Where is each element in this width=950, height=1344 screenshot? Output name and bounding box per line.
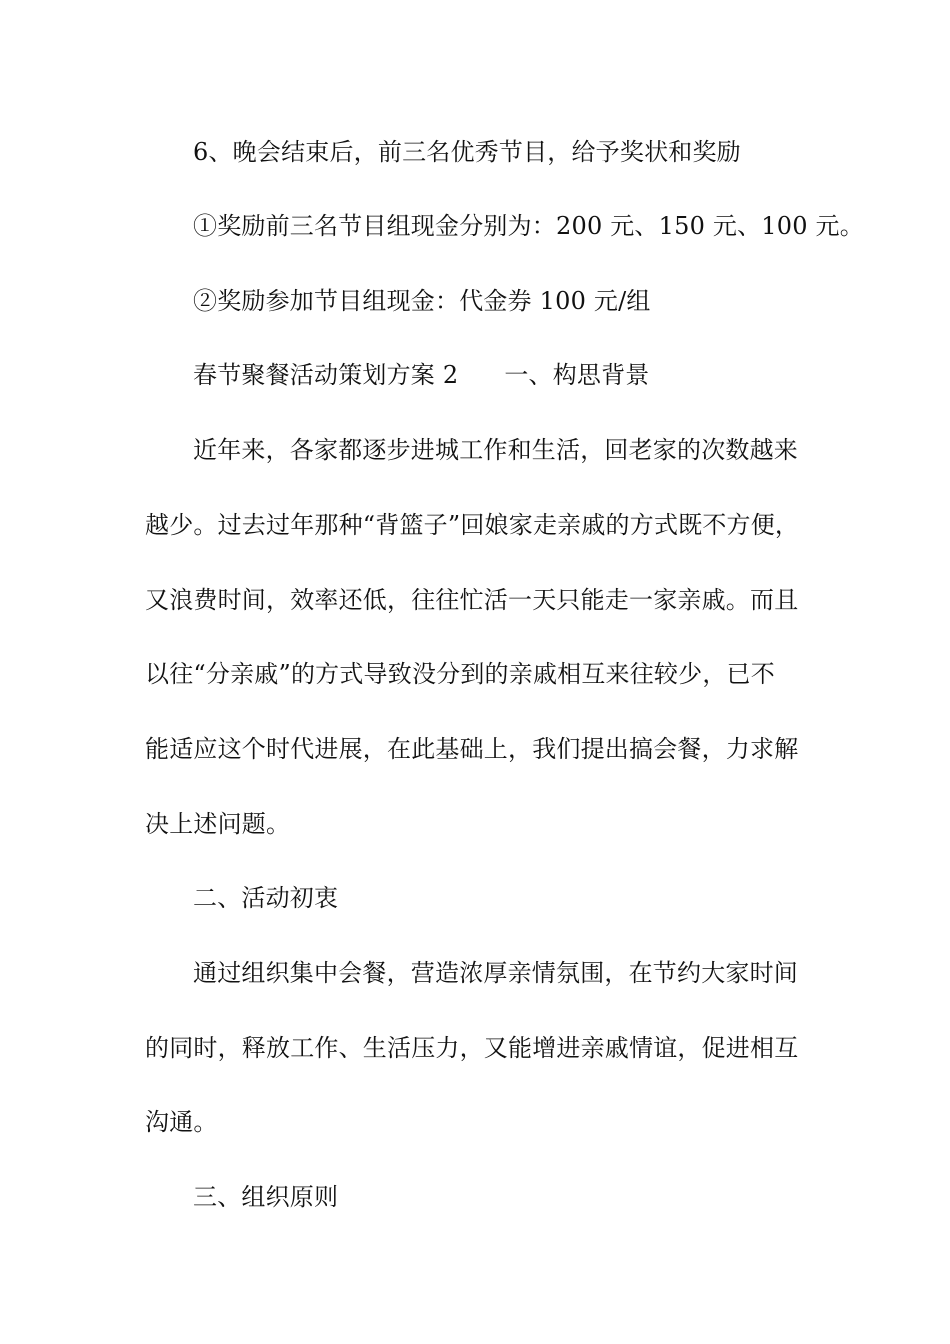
paragraph-line: 能适应这个时代进展，在此基础上，我们提出搞会餐，力求解 <box>145 735 799 763</box>
paragraph-line: 以往“分亲戚”的方式导致没分到的亲戚相互来往较少，已不 <box>145 660 775 688</box>
paragraph-award-voucher: ②奖励参加节目组现金：代金券 100 元/组 <box>193 287 651 315</box>
paragraph-award-cash: ①奖励前三名节目组现金分别为：200 元、150 元、100 元。 <box>193 212 864 240</box>
plan-title: 春节聚餐活动策划方案 2 <box>193 361 459 389</box>
section-heading-principles: 三、组织原则 <box>193 1183 339 1211</box>
paragraph-award-item-6: 6、晚会结束后，前三名优秀节目，给予奖状和奖励 <box>193 138 741 166</box>
plan-title-line <box>193 359 873 391</box>
paragraph-line: 又浪费时间，效率还低，往往忙活一天只能走一家亲戚。而且 <box>145 586 799 614</box>
section-heading-purpose: 二、活动初衷 <box>193 884 339 912</box>
section-heading-background: 一、构思背景 <box>504 361 650 389</box>
paragraph-line: 通过组织集中会餐，营造浓厚亲情氛围，在节约大家时间 <box>193 959 798 987</box>
paragraph-line: 近年来，各家都逐步进城工作和生活，回老家的次数越来 <box>193 436 798 464</box>
paragraph-line: 决上述问题。 <box>145 810 291 838</box>
paragraph-line: 越少。过去过年那种“背篮子”回娘家走亲戚的方式既不方便， <box>145 511 800 539</box>
paragraph-line: 的同时，释放工作、生活压力，又能增进亲戚情谊，促进相互 <box>145 1034 799 1062</box>
paragraph-line: 沟通。 <box>145 1108 218 1136</box>
